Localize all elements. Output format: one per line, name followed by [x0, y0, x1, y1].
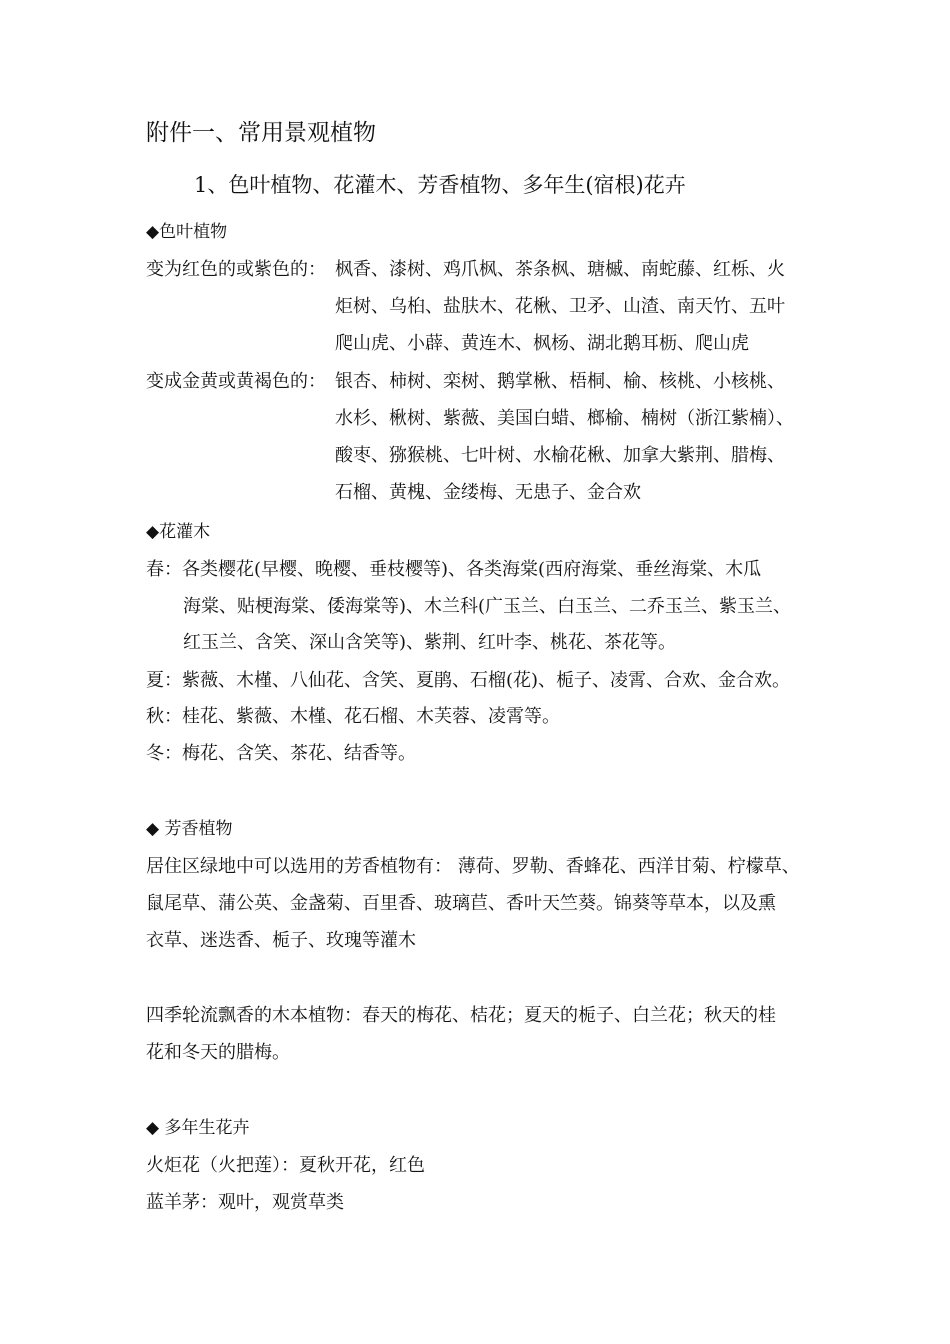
fragrant-para2-line-1: 四季轮流飘香的木本植物：春天的梅花、桔花；夏天的栀子、白兰花；秋天的桂 [146, 1005, 776, 1026]
yellow-line-3: 酸枣、猕猴桃、七叶树、水榆花楸、加拿大紫荆、腊梅、 [335, 445, 785, 466]
section-subtitle: 1、色叶植物、花灌木、芳香植物、多年生(宿根)花卉 [194, 173, 686, 197]
label-yellow: 变成金黄或黄褐色的： [146, 371, 326, 392]
yellow-line-4: 石榴、黄槐、金缕梅、无患子、金合欢 [335, 482, 641, 503]
winter-line: 冬：梅花、含笑、茶花、结香等。 [146, 743, 416, 764]
page-title: 附件一、常用景观植物 [146, 120, 376, 146]
red-line-2: 炬树、乌桕、盐肤木、花楸、卫矛、山渣、南天竹、五叶 [335, 296, 785, 317]
heading-perennial: ◆ 多年生花卉 [146, 1118, 250, 1138]
perennial-item-1: 火炬花（火把莲）：夏秋开花，红色 [146, 1155, 425, 1176]
spring-line-3: 红玉兰、含笑、深山含笑等)、紫荆、红叶李、桃花、茶花等。 [183, 632, 677, 653]
fragrant-para1-line-2: 鼠尾草、蒲公英、金盏菊、百里香、玻璃苣、香叶天竺葵。锦葵等草本，以及熏 [146, 893, 776, 914]
fragrant-para2-line-2: 花和冬天的腊梅。 [146, 1042, 290, 1063]
red-line-3: 爬山虎、小薜、黄连木、枫杨、湖北鹅耳枥、爬山虎 [335, 333, 749, 354]
yellow-line-2: 水杉、楸树、紫薇、美国白蜡、榔榆、楠树（浙江紫楠）、 [335, 408, 794, 429]
heading-shrubs: ◆花灌木 [146, 522, 211, 542]
fragrant-para1-line-3: 衣草、迷迭香、栀子、玫瑰等灌木 [146, 930, 416, 951]
label-red-purple: 变为红色的或紫色的： [146, 259, 326, 280]
summer-line: 夏：紫薇、木槿、八仙花、含笑、夏鹃、石榴(花)、栀子、凌霄、合欢、金合欢。 [146, 670, 791, 691]
spring-line-1: 春：各类樱花(早樱、晚樱、垂枝樱等)、各类海棠(西府海棠、垂丝海棠、木瓜 [146, 559, 762, 580]
heading-fragrant: ◆ 芳香植物 [146, 819, 233, 839]
perennial-item-2: 蓝羊茅：观叶，观赏草类 [146, 1192, 344, 1213]
spring-line-2: 海棠、贴梗海棠、倭海棠等)、木兰科(广玉兰、白玉兰、二乔玉兰、紫玉兰、 [183, 596, 792, 617]
autumn-line: 秋：桂花、紫薇、木槿、花石榴、木芙蓉、凌霄等。 [146, 706, 560, 727]
fragrant-para1-line-1: 居住区绿地中可以选用的芳香植物有： 薄荷、罗勒、香蜂花、西洋甘菊、柠檬草、 [146, 856, 800, 877]
heading-color-leaf: ◆色叶植物 [146, 222, 228, 242]
red-line-1: 枫香、漆树、鸡爪枫、茶条枫、瑭槭、南蛇藤、红栎、火 [335, 259, 785, 280]
yellow-line-1: 银杏、柿树、栾树、鹅掌楸、梧桐、榆、核桃、小核桃、 [335, 371, 785, 392]
